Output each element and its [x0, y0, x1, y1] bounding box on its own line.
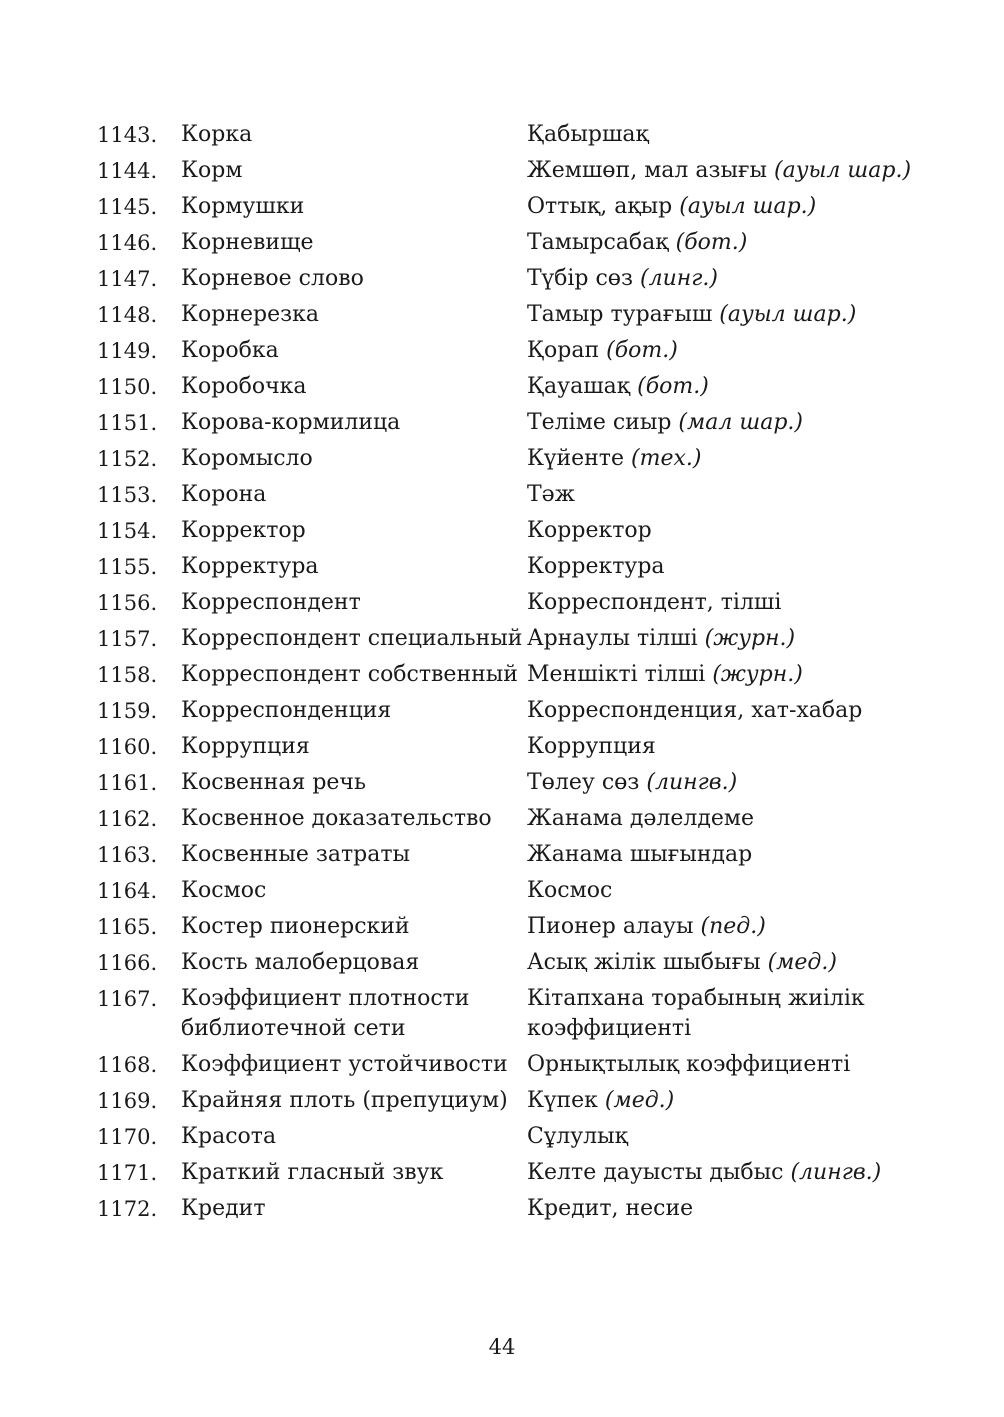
russian-term: Корм — [181, 158, 243, 183]
russian-term: Корова-кормилица — [181, 410, 401, 435]
kazakh-term: Түбір сөз — [527, 266, 634, 291]
kazakh-translation — [527, 840, 917, 870]
kazakh-translation — [527, 588, 917, 618]
kazakh-translation — [527, 984, 917, 1044]
kazakh-translation — [527, 732, 917, 762]
dictionary-entry — [97, 336, 917, 366]
kazakh-term: Кітапхана торабының жиілік коэффициенті — [527, 986, 865, 1041]
kazakh-translation — [527, 120, 917, 150]
field-label: (бот.) — [675, 230, 748, 255]
kazakh-translation — [527, 1122, 917, 1152]
russian-term: Кость малоберцовая — [181, 950, 420, 975]
field-label: (линг.) — [640, 266, 718, 291]
dictionary-entry — [97, 156, 917, 186]
entry-number: 1172. — [97, 1197, 158, 1221]
dictionary-entry — [97, 408, 917, 438]
kazakh-term: Меншікті тілші — [527, 662, 706, 687]
kazakh-translation — [527, 876, 917, 906]
russian-term: Красота — [181, 1124, 277, 1149]
russian-term: Крайняя плоть (препуциум) — [181, 1088, 508, 1113]
russian-term: Корневище — [181, 230, 314, 255]
entry-number: 1158. — [97, 663, 158, 687]
kazakh-term: Қабыршақ — [527, 122, 649, 147]
kazakh-translation — [527, 1086, 917, 1116]
entry-number: 1162. — [97, 807, 158, 831]
field-label: (журн.) — [704, 626, 796, 651]
kazakh-term: Корреспондент, тілші — [527, 590, 782, 615]
entry-number: 1165. — [97, 915, 158, 939]
kazakh-translation — [527, 912, 917, 942]
dictionary-entry — [97, 1122, 917, 1152]
russian-term: Кредит — [181, 1196, 266, 1221]
kazakh-translation — [527, 624, 917, 654]
russian-term: Коэффициент устойчивости — [181, 1052, 508, 1077]
kazakh-term: Коррупция — [527, 734, 656, 759]
page-number: 44 — [488, 1335, 516, 1359]
kazakh-translation — [527, 192, 917, 222]
entry-number: 1163. — [97, 843, 158, 867]
kazakh-translation — [527, 768, 917, 798]
dictionary-entry — [97, 588, 917, 618]
russian-term: Корреспондент — [181, 590, 361, 615]
field-label: (мал шар.) — [678, 410, 803, 435]
russian-term: Коробочка — [181, 374, 307, 399]
russian-term: Корреспондент специальный — [181, 626, 523, 651]
russian-term: Коэффициент плотности библиотечной сети — [181, 986, 470, 1041]
kazakh-term: Оттық, ақыр — [527, 194, 673, 219]
kazakh-term: Қауашақ — [527, 374, 631, 399]
kazakh-term: Орнықтылық коэффициенті — [527, 1052, 851, 1077]
entry-number: 1156. — [97, 591, 158, 615]
russian-term: Коробка — [181, 338, 279, 363]
entry-number: 1154. — [97, 519, 158, 543]
dictionary-entry — [97, 264, 917, 294]
entry-number: 1171. — [97, 1161, 158, 1185]
kazakh-term: Жемшөп, мал азығы — [527, 158, 768, 183]
kazakh-term: Келте дауысты дыбыс — [527, 1160, 784, 1185]
field-label: (ауыл шар.) — [679, 194, 817, 219]
kazakh-translation — [527, 1050, 917, 1080]
kazakh-term: Тәж — [527, 482, 575, 507]
dictionary-entry — [97, 480, 917, 510]
kazakh-term: Теліме сиыр — [527, 410, 672, 435]
entry-number: 1147. — [97, 267, 158, 291]
field-label: (бот.) — [606, 338, 678, 363]
dictionary-entry — [97, 228, 917, 258]
dictionary-entry — [97, 552, 917, 582]
russian-term: Космос — [181, 878, 267, 903]
field-label: (мед.) — [604, 1088, 675, 1113]
kazakh-translation — [527, 1194, 917, 1224]
russian-term: Корректор — [181, 518, 306, 543]
kazakh-term: Пионер алауы — [527, 914, 694, 939]
entry-number: 1149. — [97, 339, 158, 363]
kazakh-term: Космос — [527, 878, 613, 903]
dictionary-entry — [97, 696, 917, 726]
kazakh-term: Жанама дәлелдеме — [527, 806, 755, 831]
russian-term: Корнерезка — [181, 302, 320, 327]
entry-number: 1151. — [97, 411, 158, 435]
dictionary-entry — [97, 1194, 917, 1224]
kazakh-translation — [527, 336, 917, 366]
dictionary-entry — [97, 1050, 917, 1080]
kazakh-translation — [527, 408, 917, 438]
kazakh-translation — [527, 1158, 917, 1188]
russian-term: Корона — [181, 482, 267, 507]
dictionary-entry — [97, 192, 917, 222]
dictionary-entry — [97, 876, 917, 906]
kazakh-term: Қорап — [527, 338, 600, 363]
entry-number: 1144. — [97, 159, 158, 183]
field-label: (ауыл шар.) — [719, 302, 857, 327]
entry-number: 1170. — [97, 1125, 158, 1149]
russian-term: Корневое слово — [181, 266, 364, 291]
dictionary-entry — [97, 372, 917, 402]
kazakh-translation — [527, 480, 917, 510]
entry-number: 1164. — [97, 879, 158, 903]
entry-number: 1145. — [97, 195, 158, 219]
kazakh-translation — [527, 300, 917, 330]
kazakh-translation — [527, 804, 917, 834]
kazakh-term: Корреспонденция, хат-хабар — [527, 698, 863, 723]
russian-term: Косвенные затраты — [181, 842, 411, 867]
kazakh-term: Корректура — [527, 554, 665, 579]
dictionary-entry — [97, 1086, 917, 1116]
entry-number: 1159. — [97, 699, 158, 723]
entry-number: 1155. — [97, 555, 158, 579]
entry-number: 1150. — [97, 375, 158, 399]
dictionary-entry-list — [97, 120, 917, 1230]
dictionary-entry — [97, 768, 917, 798]
russian-term: Коррупция — [181, 734, 310, 759]
dictionary-entry — [97, 120, 917, 150]
russian-term: Краткий гласный звук — [181, 1160, 444, 1185]
dictionary-entry — [97, 984, 917, 1044]
field-label: (тех.) — [631, 446, 702, 471]
dictionary-entry — [97, 624, 917, 654]
kazakh-translation — [527, 228, 917, 258]
kazakh-translation — [527, 516, 917, 546]
dictionary-entry — [97, 1158, 917, 1188]
kazakh-term: Корректор — [527, 518, 652, 543]
dictionary-entry — [97, 840, 917, 870]
entry-number: 1160. — [97, 735, 158, 759]
entry-number: 1148. — [97, 303, 158, 327]
dictionary-entry — [97, 516, 917, 546]
kazakh-term: Тамырсабақ — [527, 230, 669, 255]
kazakh-translation — [527, 660, 917, 690]
russian-term: Костер пионерский — [181, 914, 410, 939]
field-label: (лингв.) — [646, 770, 738, 795]
field-label: (бот.) — [637, 374, 709, 399]
entry-number: 1152. — [97, 447, 158, 471]
entry-number: 1168. — [97, 1053, 158, 1077]
russian-term: Косвенная речь — [181, 770, 366, 795]
dictionary-entry — [97, 444, 917, 474]
kazakh-term: Тамыр турағыш — [527, 302, 713, 327]
dictionary-entry — [97, 732, 917, 762]
dictionary-entry — [97, 660, 917, 690]
kazakh-translation — [527, 948, 917, 978]
kazakh-translation — [527, 696, 917, 726]
kazakh-term: Жанама шығындар — [527, 842, 753, 867]
dictionary-entry — [97, 804, 917, 834]
kazakh-translation — [527, 264, 917, 294]
field-label: (пед.) — [700, 914, 766, 939]
kazakh-translation — [527, 156, 917, 186]
russian-term: Корка — [181, 122, 253, 147]
kazakh-translation — [527, 372, 917, 402]
entry-number: 1157. — [97, 627, 158, 651]
dictionary-entry — [97, 912, 917, 942]
kazakh-term: Сұлулық — [527, 1124, 628, 1149]
dictionary-entry — [97, 948, 917, 978]
russian-term: Корректура — [181, 554, 319, 579]
entry-number: 1161. — [97, 771, 158, 795]
entry-number: 1143. — [97, 123, 158, 147]
field-label: (журн.) — [712, 662, 803, 687]
russian-term: Корреспондент собственный — [181, 662, 518, 687]
entry-number: 1146. — [97, 231, 158, 255]
kazakh-translation — [527, 444, 917, 474]
entry-number: 1166. — [97, 951, 158, 975]
russian-term: Кормушки — [181, 194, 305, 219]
russian-term: Косвенное доказательство — [181, 806, 492, 831]
kazakh-term: Арнаулы тілші — [527, 626, 698, 651]
entry-number: 1169. — [97, 1089, 158, 1113]
kazakh-term: Төлеу сөз — [527, 770, 640, 795]
entry-number: 1167. — [97, 987, 158, 1011]
entry-number: 1153. — [97, 483, 158, 507]
kazakh-term: Кредит, несие — [527, 1196, 694, 1221]
russian-term: Коромысло — [181, 446, 313, 471]
field-label: (ауыл шар.) — [774, 158, 912, 183]
kazakh-term: Асық жілік шыбығы — [527, 950, 761, 975]
russian-term: Корреспонденция — [181, 698, 392, 723]
field-label: (лингв.) — [790, 1160, 882, 1185]
field-label: (мед.) — [767, 950, 837, 975]
dictionary-entry — [97, 300, 917, 330]
kazakh-term: Күпек — [527, 1088, 598, 1113]
kazakh-translation — [527, 552, 917, 582]
kazakh-term: Күйенте — [527, 446, 624, 471]
